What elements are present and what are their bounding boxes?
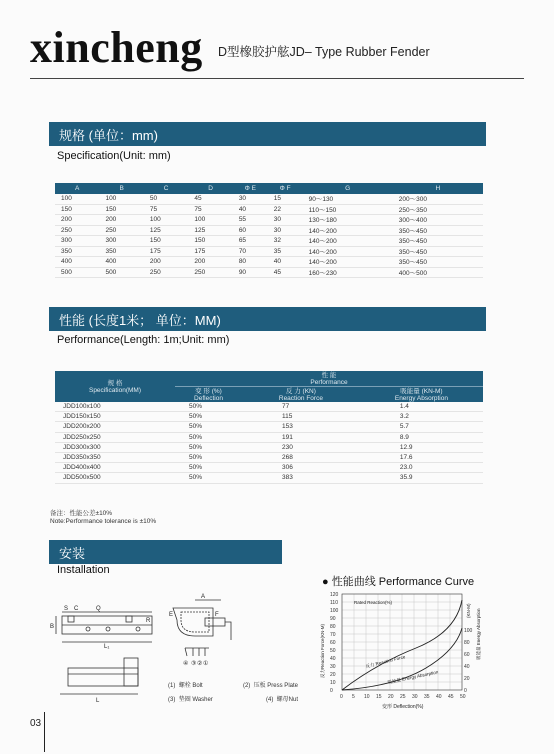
table-cell: 125 <box>188 225 232 236</box>
y-tick-label: 100 <box>330 608 339 614</box>
dim-label: R <box>146 618 151 624</box>
spec-col-header: D <box>188 183 232 194</box>
table-cell: 40 <box>268 257 303 268</box>
table-cell: 35 <box>268 246 303 257</box>
table-cell: 140～200 <box>303 225 393 236</box>
table-cell: 500 <box>55 267 99 278</box>
dim-label: F <box>215 612 219 618</box>
part-number: ② <box>197 661 203 667</box>
spec-heading-en: Specification(Unit: mm) <box>57 150 171 162</box>
table-row <box>55 194 483 204</box>
x-tick-label: 25 <box>400 694 406 700</box>
table-cell: 191 <box>242 432 360 442</box>
x-tick-label: 10 <box>364 694 370 700</box>
table-cell: 300 <box>99 236 143 247</box>
table-cell: 383 <box>242 473 360 483</box>
perf-group <box>175 371 483 387</box>
energy-series-label: 吸能量 Energy Absorption <box>387 669 439 685</box>
part-number: ④ <box>183 661 189 667</box>
perf-col-rf-en: Reaction Force <box>278 394 323 402</box>
table-cell: 175 <box>144 246 188 257</box>
table-cell: 77 <box>242 402 360 412</box>
table-row <box>55 267 483 278</box>
table-cell: 22 <box>268 204 303 215</box>
table-cell: 60 <box>233 225 268 236</box>
table-cell: 350～450 <box>393 225 483 236</box>
perf-col-def-cn: 变 形 (%) <box>195 387 222 395</box>
table-cell: 50% <box>175 422 242 432</box>
perf-col-rf <box>242 387 360 403</box>
table-cell: JDD200x200 <box>55 422 175 432</box>
x-tick-label: 35 <box>424 694 430 700</box>
dim-label: E <box>169 612 174 618</box>
table-cell: 140～200 <box>303 257 393 268</box>
table-cell: 100 <box>55 194 99 204</box>
y-right-tick-label: 60 <box>464 652 470 658</box>
spec-col-header: Φ F <box>268 183 303 194</box>
table-cell: 23.0 <box>360 463 483 473</box>
table-cell: 250 <box>55 225 99 236</box>
table-row <box>55 257 483 268</box>
dim-label: C <box>74 606 79 612</box>
legend-item: (1) 螺栓 Bolt <box>168 683 203 689</box>
x-tick-label: 15 <box>376 694 382 700</box>
perf-col-spec <box>55 371 175 402</box>
y-tick-label: 80 <box>330 624 336 630</box>
y-tick-label: 60 <box>330 640 336 646</box>
table-cell: 150 <box>188 236 232 247</box>
table-cell: 175 <box>188 246 232 257</box>
table-cell: 30 <box>268 215 303 226</box>
table-cell: 50 <box>144 194 188 204</box>
y-tick-label: 90 <box>330 616 336 622</box>
table-cell: 250 <box>99 225 143 236</box>
table-cell: 1.4 <box>360 402 483 412</box>
table-cell: JDD300x300 <box>55 442 175 452</box>
x-tick-label: 0 <box>340 694 343 700</box>
table-cell: 300 <box>55 236 99 247</box>
table-cell: 50% <box>175 473 242 483</box>
legend-item: (3) 垫圈 Washer <box>168 697 213 703</box>
table-cell: 75 <box>144 204 188 215</box>
x-tick-label: 45 <box>448 694 454 700</box>
table-cell: 45 <box>188 194 232 204</box>
table-row <box>55 442 483 452</box>
perf-heading-band <box>49 307 486 331</box>
table-cell: 32 <box>268 236 303 247</box>
table-cell: 160～230 <box>303 267 393 278</box>
table-cell: 350 <box>55 246 99 257</box>
table-cell: 500 <box>99 267 143 278</box>
table-cell: 300～400 <box>393 215 483 226</box>
perf-table <box>55 371 483 484</box>
dim-label: L <box>96 698 100 704</box>
x-axis-label: 变形 Deflection(%) <box>382 704 424 710</box>
table-cell: 45 <box>268 267 303 278</box>
page-number: 03 <box>30 718 42 729</box>
table-cell: 200 <box>144 257 188 268</box>
y-right-tick-label: 20 <box>464 676 470 682</box>
perf-col-def <box>175 387 242 403</box>
part-number: ③ <box>191 661 197 667</box>
y-right-tick-label: 40 <box>464 664 470 670</box>
dim-label: S <box>64 606 69 612</box>
table-row <box>55 246 483 257</box>
table-cell: JDD100x100 <box>55 402 175 412</box>
table-cell: 50% <box>175 452 242 462</box>
table-row <box>55 432 483 442</box>
table-row <box>55 225 483 236</box>
perf-col-ea-cn: 吸能量 (KN-M) <box>400 387 443 395</box>
table-cell: 150 <box>99 204 143 215</box>
table-cell: 250～350 <box>393 204 483 215</box>
table-cell: 350 <box>99 246 143 257</box>
table-cell: JDD400x400 <box>55 463 175 473</box>
y-right-tick-label: 0 <box>464 688 467 694</box>
table-cell: 70 <box>233 246 268 257</box>
table-cell: 350～450 <box>393 236 483 247</box>
table-cell: 90 <box>233 267 268 278</box>
table-cell: 17.6 <box>360 452 483 462</box>
table-cell: 65 <box>233 236 268 247</box>
dim-label: Q <box>96 606 101 612</box>
y-tick-label: 40 <box>330 656 336 662</box>
table-cell: 200～300 <box>393 194 483 204</box>
perf-col-spec-en: Specification(MM) <box>88 386 141 394</box>
table-row <box>55 422 483 432</box>
table-cell: 200 <box>55 215 99 226</box>
table-cell: 250 <box>144 267 188 278</box>
install-plan-drawing <box>50 598 160 708</box>
curve-title: ● 性能曲线 Performance Curve <box>322 576 475 588</box>
table-cell: 350～450 <box>393 246 483 257</box>
perf-col-ea-en: Energy Absorption <box>394 394 448 402</box>
table-cell: 150 <box>55 204 99 215</box>
table-row <box>55 412 483 422</box>
table-cell: 35.9 <box>360 473 483 483</box>
table-cell: 50% <box>175 412 242 422</box>
legend-item: (4) 螺母Nut <box>265 697 298 703</box>
table-row <box>55 215 483 226</box>
spec-col-header: H <box>393 183 483 194</box>
table-cell: 100 <box>188 215 232 226</box>
page-divider <box>44 712 45 752</box>
table-row <box>55 402 483 412</box>
install-heading-cn: 安装 <box>59 545 86 561</box>
table-cell: 115 <box>242 412 360 422</box>
perf-col-def-en: Deflection <box>194 394 223 402</box>
table-cell: 75 <box>188 204 232 215</box>
perf-group-cn: 性 能 <box>321 371 337 379</box>
header-divider <box>30 78 524 79</box>
table-cell: 80 <box>233 257 268 268</box>
table-cell: 400 <box>99 257 143 268</box>
table-cell: 230 <box>242 442 360 452</box>
table-row <box>55 204 483 215</box>
table-cell: 50% <box>175 432 242 442</box>
table-cell: 50% <box>175 463 242 473</box>
table-cell: JDD250x250 <box>55 432 175 442</box>
spec-col-header: Φ E <box>233 183 268 194</box>
table-cell: 110～150 <box>303 204 393 215</box>
table-cell: 50% <box>175 442 242 452</box>
table-row <box>55 463 483 473</box>
table-cell: 140～200 <box>303 236 393 247</box>
install-section-drawing <box>165 590 245 670</box>
y-axis-label-right: 吸能量 Energy Absorption <box>476 608 481 660</box>
table-cell: 50% <box>175 402 242 412</box>
table-cell: 40 <box>233 204 268 215</box>
install-legend <box>168 680 298 703</box>
table-row <box>55 452 483 462</box>
table-cell: 150 <box>144 236 188 247</box>
table-cell: 100 <box>99 194 143 204</box>
table-cell: 306 <box>242 463 360 473</box>
x-tick-label: 30 <box>412 694 418 700</box>
x-tick-label: 50 <box>460 694 466 700</box>
y-tick-label: 0 <box>330 688 333 694</box>
table-cell: 268 <box>242 452 360 462</box>
y-tick-label: 70 <box>330 632 336 638</box>
spec-table <box>55 183 483 278</box>
table-cell: 90～130 <box>303 194 393 204</box>
reaction-series-label: 反力 Reaction Force <box>365 654 406 669</box>
table-cell: 250 <box>188 267 232 278</box>
table-cell: 100 <box>144 215 188 226</box>
performance-curve-chart <box>316 588 490 712</box>
table-cell: 200 <box>188 257 232 268</box>
perf-col-ea <box>360 387 483 403</box>
right-unit-label: (KN-M) <box>466 603 471 618</box>
spec-col-header: C <box>144 183 188 194</box>
table-cell: 15 <box>268 194 303 204</box>
perf-col-spec-cn: 规 格 <box>107 379 123 387</box>
y-right-tick-label: 80 <box>464 640 470 646</box>
perf-heading-cn: 性能 (长度1米； 单位：MM) <box>59 312 221 328</box>
table-cell: 5.7 <box>360 422 483 432</box>
y-right-tick-label: 100 <box>464 628 473 634</box>
part-number: ① <box>203 661 209 667</box>
table-cell: JDD350x350 <box>55 452 175 462</box>
table-cell: 3.2 <box>360 412 483 422</box>
dim-label: A <box>201 594 206 600</box>
table-cell: 30 <box>268 225 303 236</box>
table-cell: 350～450 <box>393 257 483 268</box>
install-heading-en: Installation <box>57 564 110 576</box>
dim-label: L₁ <box>104 644 110 650</box>
y-tick-label: 50 <box>330 648 336 654</box>
y-tick-label: 120 <box>330 592 339 598</box>
x-tick-label: 5 <box>352 694 355 700</box>
table-cell: 55 <box>233 215 268 226</box>
table-cell: JDD500x500 <box>55 473 175 483</box>
spec-col-header: B <box>99 183 143 194</box>
table-cell: 200 <box>99 215 143 226</box>
table-cell: 125 <box>144 225 188 236</box>
x-tick-label: 20 <box>388 694 394 700</box>
spec-heading-cn: 规格 (单位：mm) <box>59 127 158 143</box>
perf-group-en: Performance <box>310 378 348 386</box>
y-tick-label: 10 <box>330 680 336 686</box>
page-title: D型橡胶护舷JD– Type Rubber Fender <box>218 45 430 59</box>
x-tick-label: 40 <box>436 694 442 700</box>
dim-label: B <box>50 624 55 630</box>
y-axis-label-left: 反力Reaction Force(KN-M) <box>320 623 325 678</box>
spec-heading-band <box>49 122 486 146</box>
perf-col-rf-cn: 反 力 (KN) <box>285 387 316 395</box>
table-cell: 130～180 <box>303 215 393 226</box>
brand-logo: xincheng <box>30 23 203 72</box>
y-tick-label: 30 <box>330 664 336 670</box>
table-cell: 12.9 <box>360 442 483 452</box>
table-cell: 140～200 <box>303 246 393 257</box>
table-cell: 30 <box>233 194 268 204</box>
perf-heading-en: Performance(Length: 1m;Unit: mm) <box>57 334 230 346</box>
table-cell: 400～500 <box>393 267 483 278</box>
rated-label: Rated Reaction(%) <box>354 600 393 605</box>
table-cell: 400 <box>55 257 99 268</box>
spec-col-header: G <box>303 183 393 194</box>
table-row <box>55 236 483 247</box>
table-cell: JDD150x150 <box>55 412 175 422</box>
y-tick-label: 110 <box>330 600 338 606</box>
y-tick-label: 20 <box>330 672 336 678</box>
install-heading-band <box>49 540 282 564</box>
perf-note-en: Note:Performance tolerance is ±10% <box>50 518 157 525</box>
perf-note-cn: 备注：性能公差±10% <box>50 510 113 517</box>
table-row <box>55 473 483 483</box>
spec-col-header: A <box>55 183 99 194</box>
table-cell: 8.9 <box>360 432 483 442</box>
legend-item: (2) 压板 Press Plate <box>242 683 298 689</box>
table-cell: 153 <box>242 422 360 432</box>
